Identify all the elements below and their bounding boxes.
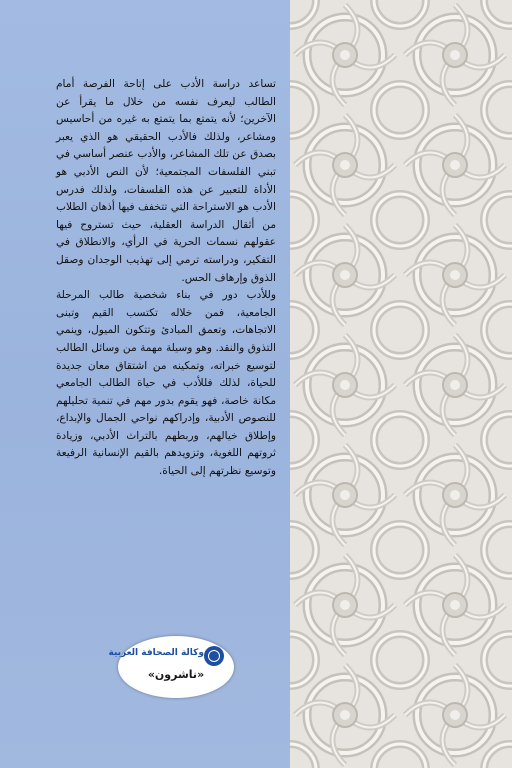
publisher-name: وكالة الصحافة العربية (108, 648, 204, 658)
publisher-subtitle: «ناشرون» (147, 668, 205, 681)
paragraph: وللأدب دور في بناء شخصية طالب المرحلة الجامعية، فمن خلاله تكتسب القيم وتبنى الاتجاهات، وتعمق المبادئ وتتكون الميول، وينمي التذوق والنقد. وهو وسيلة مهمة من وسائل الطالب لتوسيع خبراته، وتمكينه من اشتقاق معان جديدة للحياة، لذلك فللأدب في حياة الطالب الجامعي مكانة خاصة، فهو يقوم بدور مهم في تنمية تحليلهم للنصوص الأدبية، وإدراكهم نواحي الجمال والإبداع، وإطلاق خيالهم، وربطهم بالتراث الأدبي، وزيادة ثروتهم اللغوية، وتزويدهم بالقيم الإنسانية الرفيعة وتوسيع نظرتهم إلى الحياة. (56, 289, 276, 478)
publisher-logo (108, 636, 234, 698)
globe-icon (204, 646, 224, 666)
back-cover-text (56, 76, 276, 481)
arabesque-pattern (290, 0, 512, 768)
paragraph: تساعد دراسة الأدب على إتاحة الفرصة أمام الطالب ليعرف نفسه من خلال ما يقرأ عن الآخرين؛ لأنه يتمتع بما يتمتع به غيره من أحاسيس ومشاعر، ولذلك فالأدب الحقيقي هو الذي يعبر بصدق عن تلك المشاعر، والأدب عنصر أساسي في تبني الفلسفات المجتمعية؛ لأن النص الأدبي هو الأداة للتعبير عن هذه الفلسفات، ولذلك فدرس الأدب هو الاستراحة التي تتخفف فيها أذهان الطلاب من أثقال الدراسة العقلية، حيث تستروح فيها عقولهم نسمات الحرية في الرأي، والانطلاق في التفكير، ودراسته ترمي إلى تهذيب الوجدان وصقل الذوق وإرهاف الحس. (56, 78, 276, 284)
pattern-art (290, 0, 512, 768)
